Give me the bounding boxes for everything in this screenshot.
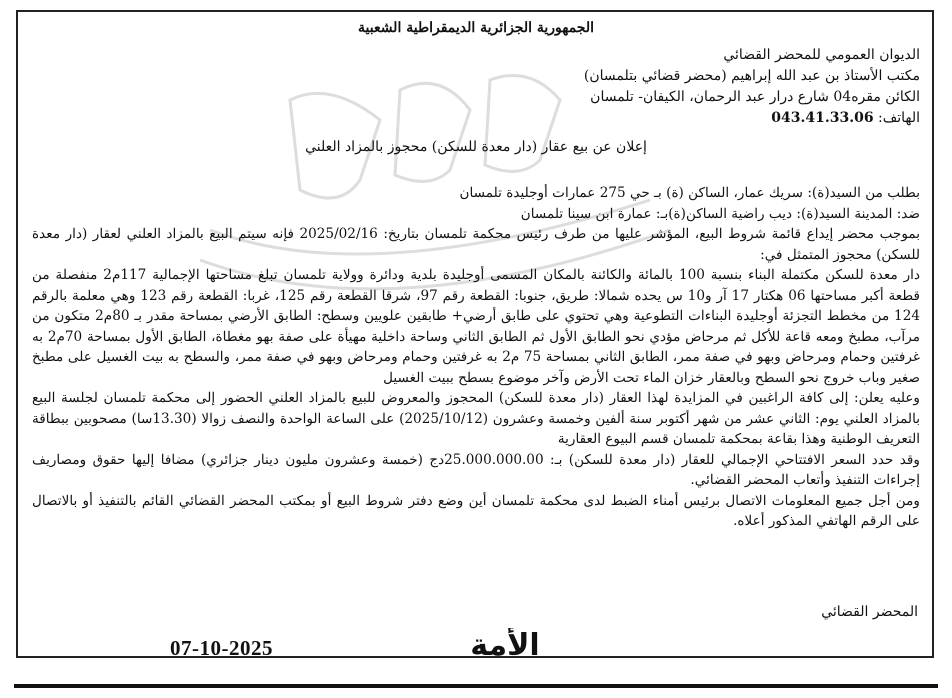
publication-date: 07-10-2025	[170, 636, 273, 660]
newspaper-logo-icon	[440, 628, 570, 660]
newspaper-logo-text: الأمة	[470, 628, 540, 660]
petitioner-line: بطلب من السيد(ة): سريك عمار، الساكن (ة) بـ حي 275 عمارات أوجليدة تلمسان	[459, 185, 920, 201]
office-name: الديوان العمومي للمحضر القضائي	[723, 46, 920, 63]
basis-paragraph: بموجب محضر إيداع قائمة شروط البيع، المؤشر عليها من طرف رئيس محكمة تلمسان بتاريخ: 2025/02/16 فإنه سيتم البيع بالمزاد العلني لعقار (دار معدة للسكن) محجوز المتمثل في:	[32, 226, 920, 263]
phone-line	[32, 108, 920, 129]
property-description: دار معدة للسكن مكتملة البناء بنسبة 100 بالمائة والكائنة بالمكان المسمى أوجليدة بلدية ودائرة وولاية تلمسان تبلغ مساحتها الإجمالية 117م2 منفصلة من قطعة أكبر مساحتها 06 هكتار 17 آر و10 س يحده شمالا: طريق، جنوبا: القطعة رقم 97، شرقا القطعة رقم 125، غربا: القطعة رقم 123 وهي معلمة بالرقم 124 من مخطط التجزئة أوجليدة البناءات التطوعية وهي تحتوي على طابق أرضي+ طابقين علويين وسطح: الطابق الأرضي بمساحة مقدر بـ 80م2 متكون من مرآب، مطبخ ومعه قاعة للأكل ثم مرحاض مؤدي نحو الطابق الأول ثم الطابق الثاني وساحة داخلية مهيأة على صفة بهو مغطاة، الطابق الأول بمساحة 70م2 به غرفتين وحمام ومرحاض وبهو في صفة ممر، الطابق الثاني بمساحة 75 م2 به غرفتين وحمام ومرحاض وبهو في صفة ممر، والسطح به بيت الغسيل على مطبخ صغير وباب خروج نحو السطح وبالعقار خزان الماء تحت الأرض وآخر موضوع بسطح ببيت الغسيل	[32, 267, 921, 386]
phone-label: الهاتف:	[878, 109, 920, 126]
bottom-divider	[14, 684, 938, 688]
contact-paragraph: ومن أجل جميع المعلومات الاتصال برئيس أمناء الضبط لدى محكمة تلمسان أين وضع دفتر شروط البيع أو بمكتب المحضر القضائي القائم بالتنفيذ أو بالاتصال على الرقم الهاتفي المذكور أعلاه.	[32, 492, 920, 529]
signature-label: المحضر القضائي	[821, 604, 918, 620]
phone-number: 043.41.33.06	[771, 109, 874, 126]
bailiff-office: مكتب الأستاذ بن عبد الله إبراهيم (محضر قضائي بتلمسان)	[583, 67, 920, 84]
notice-body	[32, 16, 920, 532]
price-paragraph: وقد حدد السعر الافتتاحي الإجمالي للعقار (دار معدة للسكن) بـ: 25.000.000.00دج (خمسة وعشرون مليون دينار جزائري) مضافا إليها حقوق ومصاريف إجراءات التنفيذ وأتعاب المحضر القضائي.	[32, 451, 920, 488]
announcement-paragraph: وعليه يعلن: إلى كافة الراغبين في المزايدة لهذا العقار (دار معدة للسكن) المحجوز والمعروض للبيع بالمزاد العلني الحضور إلى محكمة تلمسان لجلسة البيع بالمزاد العلني يوم: الثاني عشر من شهر أكتوبر سنة ألفين وخمسة وعشرون (2025/10/12) على الساعة الواحدة والنصف زوالا (13.30سا) مصحوبين ببطاقة التعريف الوطنية وهذا بقاعة بمحكمة تلمسان قسم البيوع العقارية	[32, 390, 921, 447]
republic-heading: الجمهورية الجزائرية الديمقراطية الشعبية	[357, 20, 594, 36]
notice-title: إعلان عن بيع عقار (دار معدة للسكن) محجوز بالمزاد العلني	[305, 138, 647, 155]
office-address: الكائن مقره04 شارع درار عبد الرحمان، الكيفان- تلمسان	[590, 88, 920, 105]
respondent-line: ضد: المدينة السيد(ة): ديب راضية الساكن(ة)بـ: عمارة ابن سينا تلمسان	[520, 205, 920, 222]
